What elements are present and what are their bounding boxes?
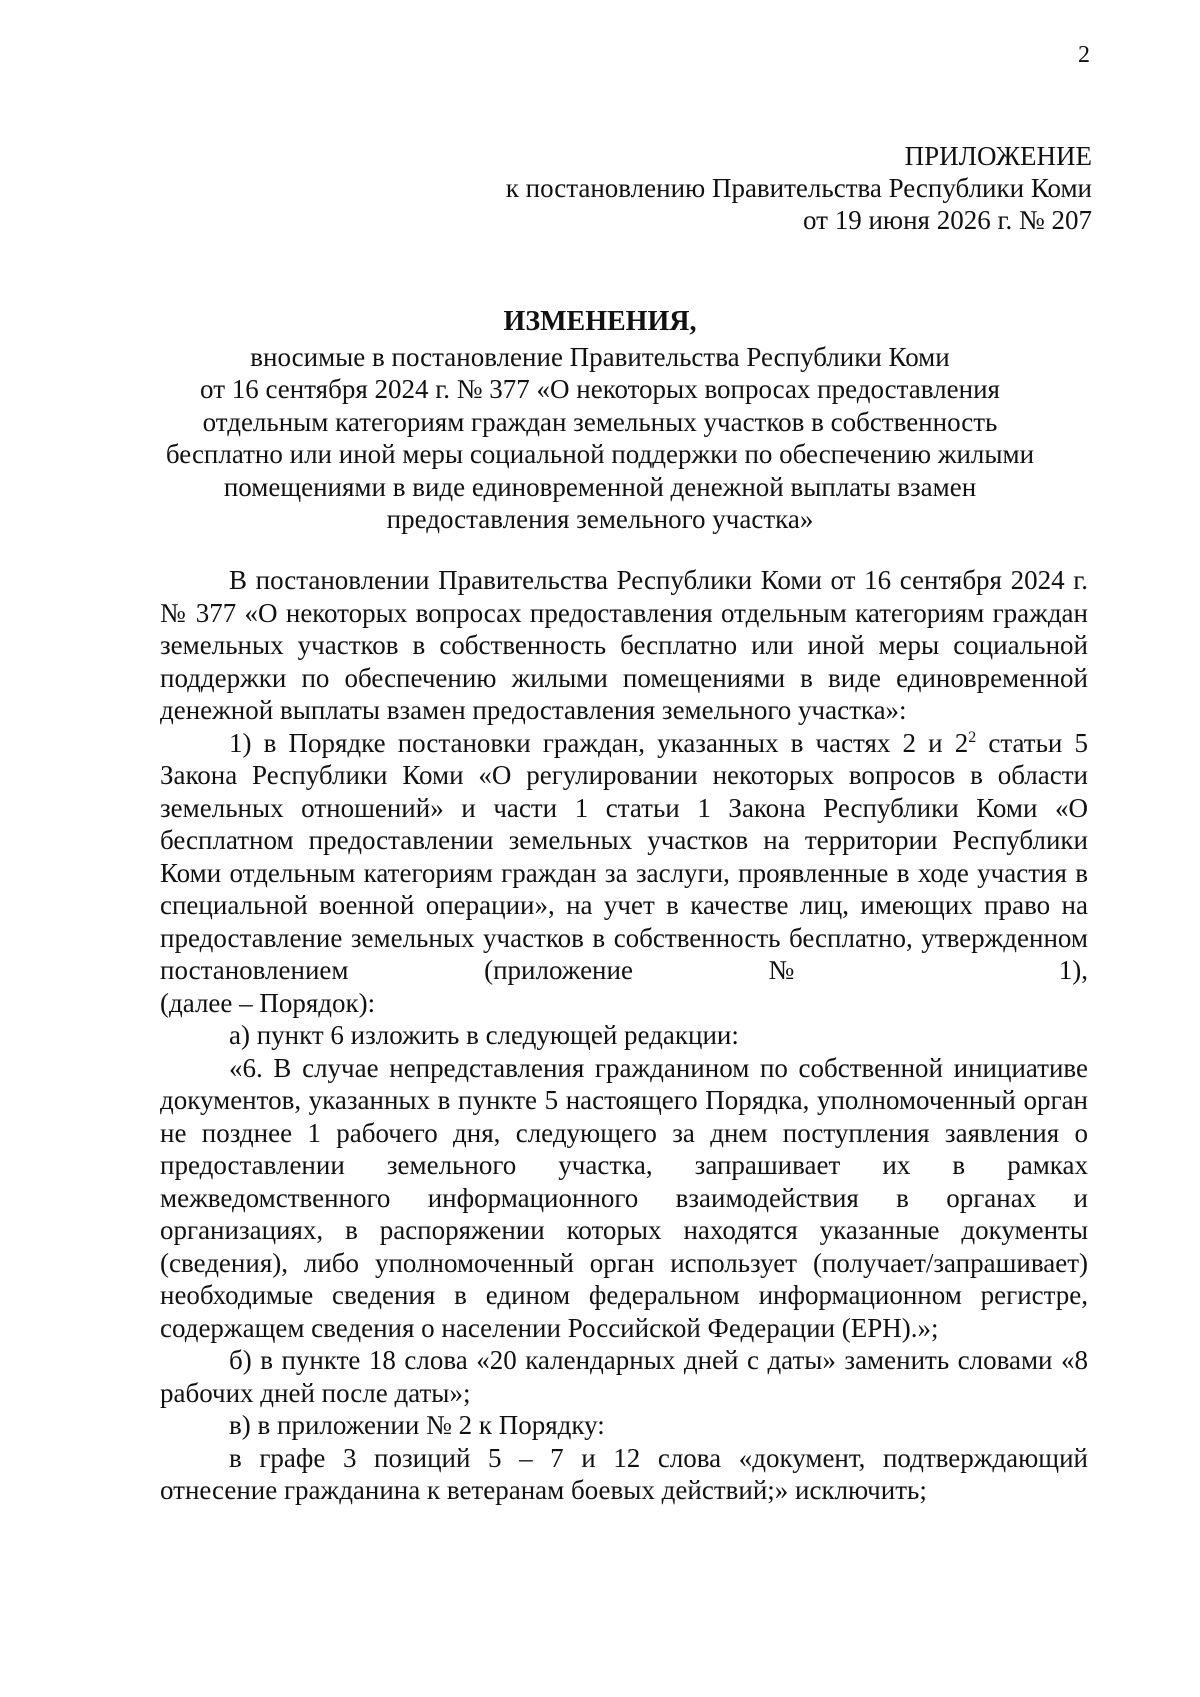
- heading-line: бесплатно или иной меры социальной поддержки по обеспечению жилыми: [165, 439, 1035, 469]
- heading-line: от 16 сентября 2024 г. № 377 «О некоторых вопросах предоставления: [200, 374, 1000, 404]
- heading-line: отдельным категориям граждан земельных участков в собственность: [202, 406, 998, 437]
- item-b-paragraph: б) в пункте 18 слова «20 календарных дней с даты» заменить словами «8 рабочих дней после даты»;: [160, 1345, 1088, 1408]
- annex-line-3: от 19 июня 2026 г. № 207: [803, 205, 1092, 235]
- item-1-paragraph: [160, 727, 1088, 987]
- annex-label: ПРИЛОЖЕНИЕ: [904, 141, 1092, 171]
- document-heading: [120, 306, 1080, 536]
- item-1-tail: (далее – Порядок):: [160, 987, 376, 1018]
- heading-title: ИЗМЕНЕНИЯ,: [503, 306, 697, 337]
- page-number: 2: [1078, 42, 1090, 68]
- annex-line-2: к постановлению Правительства Республики Коми: [505, 173, 1092, 203]
- item-a-paragraph: а) пункт 6 изложить в следующей редакции:: [229, 1020, 739, 1050]
- intro-paragraph: В постановлении Правительства Республики Коми от 16 сентября 2024 г. № 377 «О некоторых вопросах предоставления отдельным категориям граждан земельных участков в собственность бесплатно или иной меры социальной поддержки по обеспечению жилыми помещениями в виде единовременной денежной выплаты взамен предоставления земельного участка»:: [160, 565, 1088, 725]
- heading-line: предоставления земельного участка»: [386, 504, 814, 534]
- item-1-text-start: 1) в Порядке постановки граждан, указанных в частях 2 и 2: [229, 727, 969, 758]
- item-1-text-end: статьи 5 Закона Республики Коми «О регулировании некоторых вопросов в области земельных отношений» и части 1 статьи 1 Закона Республики Коми «О бесплатном предоставлении земельных участков на территории Республики Коми отдельным категориям граждан за заслуги, проявленные в ходе участия в специальной военной операции», на учет в качестве лиц, имеющих право на предоставление земельных участков в собственность бесплатно, утвержденном постановлением (приложение № 1),: [160, 727, 1088, 985]
- document-body: [160, 564, 1088, 1507]
- item-6-paragraph: «6. В случае непредставления гражданином по собственной инициативе документов, указанных в пункте 5 настоящего Порядка, уполномоченный орган не позднее 1 рабочего дня, следующего за днем поступления заявления о предоставлении земельного участка, запрашивает их в рамках межведомственного информационного взаимодействия в органах и организациях, в распоряжении которых находятся указанные документы (сведения), либо уполномоченный орган использует (получает/запрашивает) необходимые сведения в едином федеральном информационном регистре, содержащем сведения о населении Российской Федерации (ЕРН).»;: [160, 1052, 1088, 1343]
- heading-line: помещениями в виде единовременной денежной выплаты взамен: [223, 471, 977, 502]
- item-v-paragraph: в) в приложении № 2 к Порядку:: [229, 1410, 605, 1440]
- annex-block: [506, 140, 1092, 236]
- item-v-detail-paragraph: в графе 3 позиций 5 – 7 и 12 слова «документ, подтверждающий отнесение гражданина к ветеранам боевых действий;» исключить;: [160, 1442, 1088, 1505]
- heading-line: вносимые в постановление Правительства Республики Коми: [250, 341, 950, 372]
- item-1-superscript: 2: [968, 728, 977, 746]
- heading-subtitle: [120, 341, 1080, 536]
